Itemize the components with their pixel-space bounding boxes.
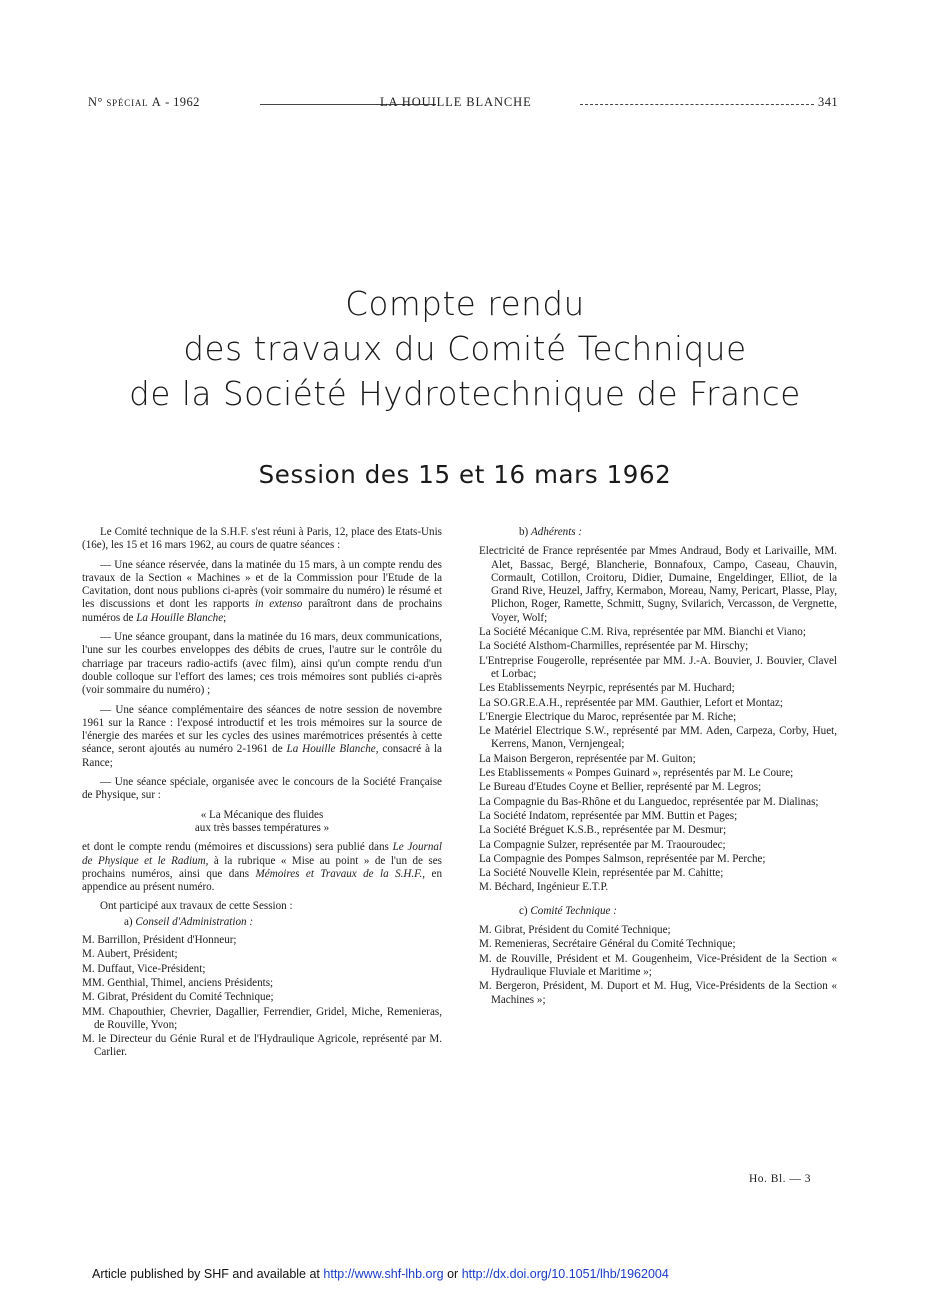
footer-middle: or xyxy=(447,1267,459,1281)
section-label: c) xyxy=(519,904,528,917)
paragraph-text: en appendice au présent numéro. xyxy=(82,867,443,894)
title-line-3: de la Société Hydrotechnique de France xyxy=(129,375,801,413)
list-item: M. de Rouville, Président et M. Gougenheim, Vice-Président de la Section « Hydraulique Fluviale et Maritime »; xyxy=(479,952,837,978)
list-item: M. Gibrat, Président du Comité Technique; xyxy=(82,991,274,1004)
list-item: M. Béchard, Ingénieur E.T.P. xyxy=(479,881,609,894)
issue-label xyxy=(88,95,200,110)
list-item: La Compagnie des Pompes Salmson, représentée par M. Perche; xyxy=(479,852,766,865)
doi-link[interactable]: http://dx.doi.org/10.1051/lhb/1962004 xyxy=(461,1267,669,1281)
title-line-2: des travaux du Comité Technique xyxy=(183,330,747,368)
list-item: M. Bergeron, Président, M. Duport et M. Hug, Vice-Présidents de la Section « Machines »; xyxy=(479,980,837,1006)
paragraph-special-session: — Une séance spéciale, organisée avec le concours de la Société Française de Physique, sur : xyxy=(82,776,442,802)
journal-title: La Houille Blanche xyxy=(136,611,224,624)
list-item: La Compagnie du Bas-Rhône et du Languedoc, représentée par M. Dialinas; xyxy=(479,795,819,808)
list-item: La Maison Bergeron, représentée par M. Guiton; xyxy=(479,752,696,765)
list-item: M. Aubert, Président; xyxy=(82,948,178,961)
list-item: La Société Mécanique C.M. Riva, représentée par MM. Bianchi et Viano; xyxy=(479,626,806,639)
issue-year: - 1962 xyxy=(165,95,200,109)
section-label: a) xyxy=(124,915,133,928)
section-title: Comité Technique : xyxy=(530,904,617,917)
list-item: MM. Chapouthier, Chevrier, Dagallier, Ferrendier, Gridel, Miche, Remenieras, de Rouville, Yvon; xyxy=(82,1005,442,1031)
section-c-list xyxy=(479,924,837,1007)
list-item: La Compagnie Sulzer, représentée par M. Traouroudec; xyxy=(479,838,726,851)
session-title: Session des 15 et 16 mars 1962 xyxy=(258,460,672,489)
list-item: Le Matériel Electrique S.W., représenté par MM. Aden, Carpeza, Corby, Huet, Kerrens, Manon, Vernjengeal; xyxy=(479,725,837,751)
publication-footer xyxy=(92,1267,669,1281)
paragraph-text: — Une séance complémentaire des séances de notre session de novembre 1961 sur la Rance : l'exposé introductif et les trois mémoires sur la source de l'énergie des marées et sur les cycles des usines marémotrices présentés à cette séance, seront ajoutés au numéro 2-1961 de xyxy=(82,703,442,756)
page-number: 341 xyxy=(818,95,838,109)
list-item: La Société Indatom, représentée par MM. Buttin et Pages; xyxy=(479,809,738,822)
section-label: b) xyxy=(519,526,529,538)
section-title: Adhérents : xyxy=(531,526,583,538)
left-column xyxy=(82,526,442,1066)
paragraph-text: ; xyxy=(223,611,227,624)
journal-title: Mémoires et Travaux de la S.H.F., xyxy=(255,867,426,880)
intro-paragraph: Le Comité technique de la S.H.F. s'est réuni à Paris, 12, place des Etats-Unis (16e), les 15 et 16 mars 1962, au cours de quatre séances : xyxy=(82,526,442,552)
running-header xyxy=(88,95,838,113)
paragraph-complementary-session xyxy=(82,704,442,770)
list-item: L'Energie Electrique du Maroc, représentée par M. Riche; xyxy=(479,710,737,723)
section-c-heading xyxy=(479,905,837,918)
list-item: Les Etablissements Neyrpic, représentés par M. Huchard; xyxy=(479,682,735,695)
list-item: La Société Bréguet K.S.B., représentée par M. Desmur; xyxy=(479,824,727,837)
issue-special: spécial A xyxy=(106,95,162,109)
list-item: M. Remenieras, Secrétaire Général du Comité Technique; xyxy=(479,938,736,951)
section-b-list xyxy=(479,545,837,894)
header-rule-right xyxy=(580,104,814,105)
journal-title: La Houille Blanche, xyxy=(286,743,379,756)
page-signature: Ho. Bl. — 3 xyxy=(749,1173,812,1185)
list-item: M. Gibrat, Président du Comité Technique; xyxy=(479,924,671,937)
list-item: Les Etablissements « Pompes Guinard », représentés par M. Le Coure; xyxy=(479,767,794,780)
section-title: Conseil d'Administration : xyxy=(135,915,254,928)
section-a-heading xyxy=(82,916,442,929)
paragraph-text: à la rubrique « Mise au point » de l'un de ses prochains numéros, ainsi que dans xyxy=(82,854,442,880)
journal-title: Le Journal de Physique et le Radium, xyxy=(82,841,442,867)
article-title xyxy=(60,282,870,417)
right-column xyxy=(479,526,837,1013)
section-a-list xyxy=(82,934,442,1060)
list-item: La SO.GR.E.A.H., représentée par MM. Gauthier, Lefort et Montaz; xyxy=(479,696,783,709)
paragraph-publication xyxy=(82,841,442,894)
section-b-heading xyxy=(479,526,837,539)
quote-line-1: « La Mécanique des fluides xyxy=(200,808,324,821)
paragraph-text: — Une séance réservée, dans la matinée du 15 mars, à un compte rendu des travaux de la Section « Machines » et de la Commission pour l'Etude de la Cavitation, dont nous publions ci-après (voir sommaire du numéro) le résumé et les discussions et dont les rapports xyxy=(82,558,442,611)
title-line-1: Compte rendu xyxy=(345,285,585,323)
list-item: Le Bureau d'Etudes Coyne et Bellier, représenté par M. Legros; xyxy=(479,781,762,794)
quote-line-2: aux très basses températures » xyxy=(194,821,330,834)
issue-prefix: N° xyxy=(88,95,103,109)
footer-prefix: Article published by SHF and available at xyxy=(92,1267,320,1281)
list-item: Electricité de France représentée par Mmes Andraud, Body et Larivaille, MM. Alet, Bassac, Bergé, Blancherie, Bonnafoux, Campo, Caseau, Chauvin, Cormault, Cotillon, Croitoru, Didier, Dumaine, Engeldinger, Elliot, de la Grand Rive, Heuzel, Jaffry, Kermabon, Moreau, Namy, Pericart, Plasse, Play, Plichon, Roger, Ramette, Schmitt, Sugny, Svilarich, Vercasson, de Vergnette, Voyer, Wolf; xyxy=(479,545,837,624)
list-item: MM. Genthial, Thimel, anciens Présidents; xyxy=(82,976,274,989)
paragraph-reserved-session xyxy=(82,559,442,625)
shf-website-link[interactable]: http://www.shf-lhb.org xyxy=(323,1267,444,1281)
paragraph-text: consacré à la Rance; xyxy=(82,743,442,769)
journal-name: LA HOUILLE BLANCHE xyxy=(380,95,532,109)
participants-intro: Ont participé aux travaux de cette Session : xyxy=(100,900,293,913)
list-item: La Société Nouvelle Klein, représentée par M. Cahitte; xyxy=(479,867,724,880)
list-item: M. Duffaut, Vice-Président; xyxy=(82,962,206,975)
list-item: L'Entreprise Fougerolle, représentée par MM. J.-A. Bouvier, J. Bouvier, Clavel et Lorbac; xyxy=(479,654,837,680)
paragraph-text: et dont le compte rendu (mémoires et discussions) sera publié dans xyxy=(82,841,389,854)
list-item: M. Barrillon, Président d'Honneur; xyxy=(82,934,237,947)
paragraph-text: paraîtront dans de prochains numéros de xyxy=(82,598,443,624)
paragraph-grouped-session: — Une séance groupant, dans la matinée du 16 mars, deux communications, l'une sur les courbes enveloppes des débits de crues, l'autre sur le contrôle du charriage par traceurs radio-actifs (avec film), ainsi qu'un compte rendu d'un double colloque sur l'effort des lames; ces trois mémoires sont publiés ci-après (voir sommaire du numéro) ; xyxy=(82,631,442,697)
list-item: La Société Alsthom-Charmilles, représentée par M. Hirschy; xyxy=(479,640,749,653)
italic-term: in extenso xyxy=(254,598,303,611)
list-item: M. le Directeur du Génie Rural et de l'Hydraulique Agricole, représenté par M. Carlier. xyxy=(82,1033,442,1059)
